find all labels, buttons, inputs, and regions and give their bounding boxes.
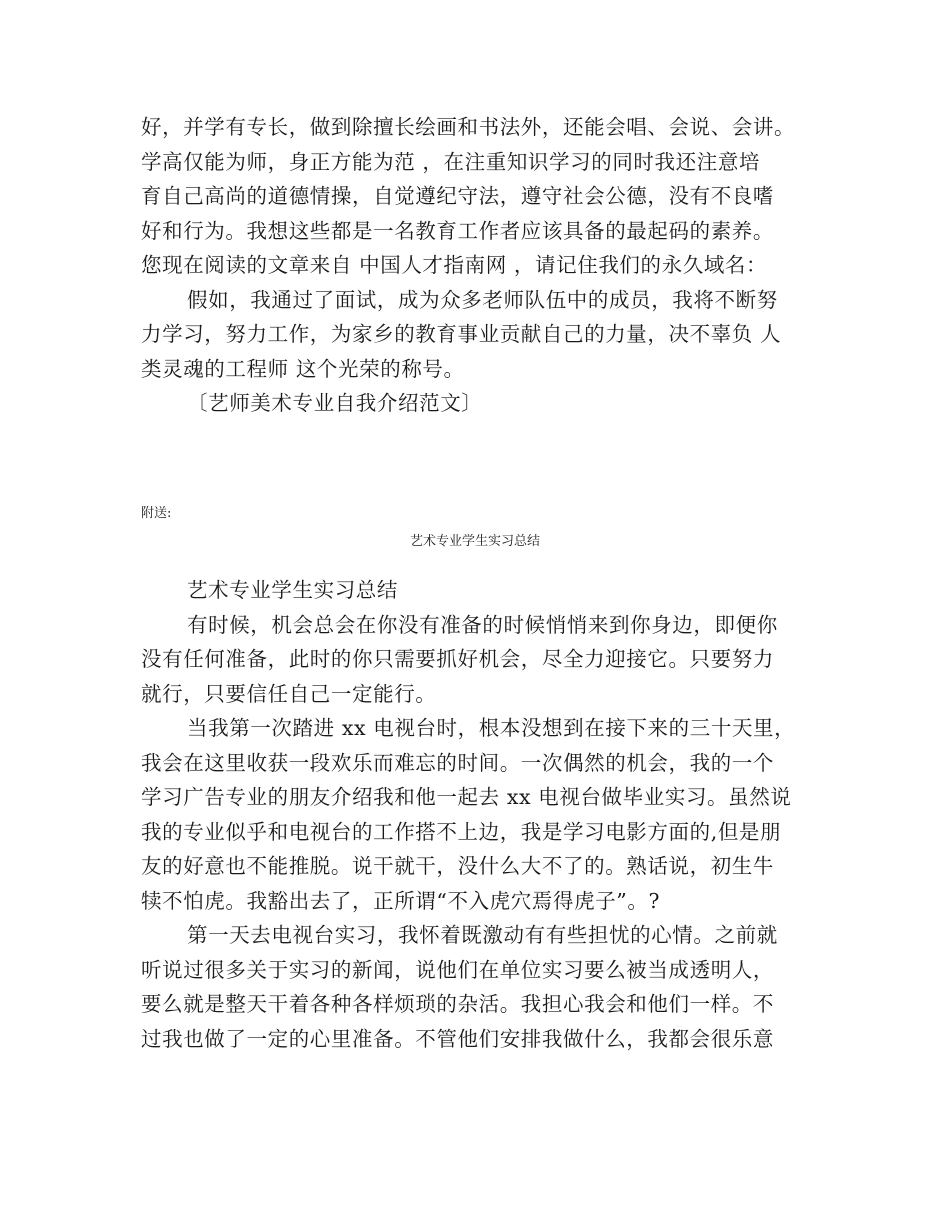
text-section-2 — [141, 573, 821, 1056]
paragraph-line: 您现在阅读的文章来自 中国人才指南网 ，请记住我们的永久域名： — [141, 253, 768, 277]
paragraph-line: 假如，我通过了面试，成为众多老师队伍中的成员，我将不断努 — [187, 287, 778, 312]
attachment-label: 附送: — [141, 506, 172, 521]
paragraph-line: 我会在这里收获一段欢乐而难忘的时间。一次偶然的机会，我的一个 — [141, 750, 774, 775]
attachment-title: 艺术专业学生实习总结 — [409, 534, 540, 549]
section-heading: 艺术专业学生实习总结 — [187, 578, 398, 602]
paragraph-line: 力学习，努力工作，为家乡的教育事业贡献自己的力量，决不辜负 人 — [141, 322, 782, 346]
paragraph-line: 过我也做了一定的心里准备。不管他们安排我做什么，我都会很乐意 — [141, 1026, 774, 1051]
paragraph-line: 育自己高尚的道德情操，自觉遵纪守法，遵守社会公德，没有不良嗜 — [141, 184, 774, 208]
paragraph-line: 犊不怕虎。我豁出去了，正所谓“不入虎穴焉得虎子”。? — [141, 888, 661, 913]
paragraph-line: 好，并学有专长，做到除擅长绘画和书法外，还能会唱、会说、会讲。 — [141, 115, 796, 139]
paragraph-line: 要么就是整天干着各种各样烦琐的杂活。我担心我会和他们一样。不 — [141, 992, 774, 1016]
paragraph-line: 没有任何准备，此时的你只需要抓好机会，尽全力迎接它。只要努力 — [141, 647, 774, 671]
paragraph-line: 好和行为。我想这些都是一名教育工作者应该具备的最起码的素养。 — [141, 218, 774, 243]
paragraph-line: 我的专业似乎和电视台的工作搭不上边，我是学习电影方面的,但是朋 — [141, 819, 782, 844]
paragraph-line: 就行，只要信任自己一定能行。 — [141, 681, 437, 706]
paragraph-line: 有时候，机会总会在你没有准备的时候悄悄来到你身边，即便你 — [187, 612, 778, 637]
paragraph-line: 学习广告专业的朋友介绍我和他一起去 xx 电视台做毕业实习。虽然说 — [141, 785, 792, 809]
paragraph-line: 友的好意也不能推脱。说干就干，没什么大不了的。熟话说，初生牛 — [141, 854, 774, 878]
text-section-1 — [141, 110, 821, 421]
paragraph-line: 当我第一次踏进 xx 电视台时，根本没想到在接下来的三十天里， — [187, 716, 796, 740]
paragraph-line: 学高仅能为师，身正方能为范 ，在注重知识学习的同时我还注意培 — [141, 149, 761, 174]
article-title-note: 〔艺师美术专业自我介绍范文〕 — [187, 391, 483, 415]
paragraph-line: 听说过很多关于实习的新闻，说他们在单位实习要么被当成透明人， — [141, 957, 774, 982]
paragraph-line: 第一天去电视台实习，我怀着既激动有有些担忧的心情。之前就 — [187, 923, 778, 947]
paragraph-line: 类灵魂的工程师 这个光荣的称号。 — [141, 356, 465, 381]
